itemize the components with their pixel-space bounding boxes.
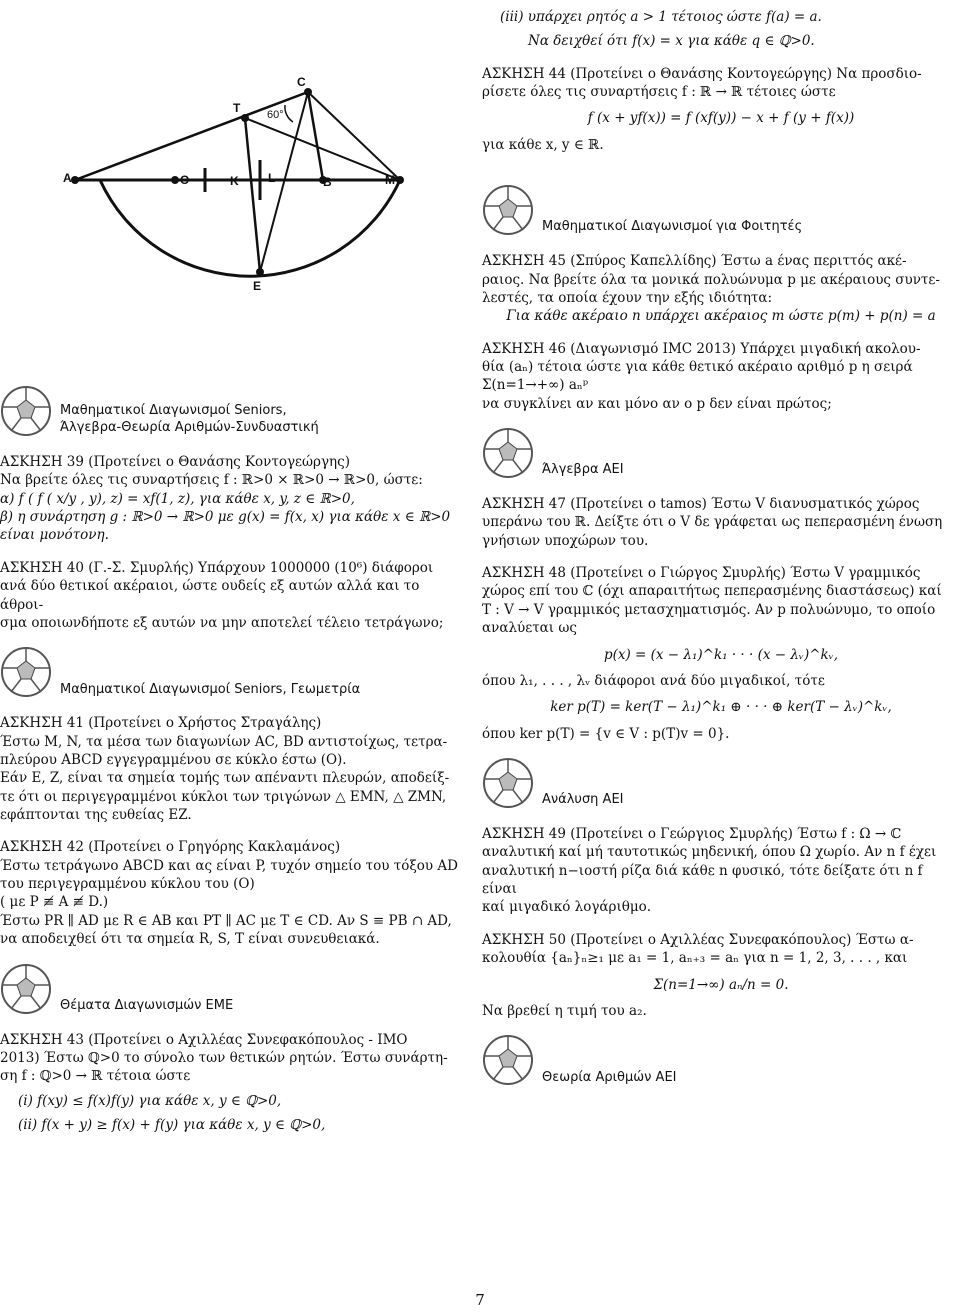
text-line: καί μιγαδικό λογάριθμο.: [482, 899, 652, 916]
exercise-title: ΑΣΚΗΣΗ 48 (Προτείνει ο Γιώργος Σμυρλής) Έστω V γραμμικός: [482, 565, 921, 582]
list-item: (ii) f(x + y) ≥ f(x) + f(y) για κάθε x, y ∈ ℚ>0,: [18, 1116, 326, 1133]
text-line: να αποδειχθεί ότι τα σημεία R, S, T είναι συνευθειακά.: [0, 931, 380, 948]
text-line: αναλυτική καί μή ταυτοτικώς μηδενική, όπου Ω χωρίο. Αν n f έχει: [482, 844, 937, 861]
exercise-title: ΑΣΚΗΣΗ 45 (Σπύρος Καπελλίδης) Έστω a ένας περιττός ακέ-: [482, 253, 907, 270]
section-algebra-aei: [482, 427, 960, 479]
text-line: Να βρείτε όλες τις συναρτήσεις f : ℝ>0 × ℝ>0 → ℝ>0, ώστε:: [0, 472, 423, 489]
text-line: α) f ( f ( x/y , y), z) = xf(1, z), για κάθε x, y, z ∈ ℝ>0,: [0, 490, 355, 507]
section-title: Θεωρία Αριθμών ΑΕΙ: [542, 1069, 677, 1085]
list-item: (i) f(xy) ≤ f(x)f(y) για κάθε x, y ∈ ℚ>0,: [18, 1092, 282, 1109]
exercise-41: [0, 714, 466, 824]
text-line: ανά δύο θετικοί ακέραιοι, ώστε ουδείς εξ αυτών αλλά και το άθροι-: [0, 578, 420, 613]
section-students: [482, 184, 960, 236]
label-T: T: [233, 101, 241, 115]
exercise-42: [0, 838, 466, 948]
exercise-title: ΑΣΚΗΣΗ 47 (Προτείνει ο tamos) Έστω V διανυσματικός χώρος: [482, 496, 920, 513]
label-L: L: [268, 171, 276, 185]
text-line: υπεράνω του ℝ. Δείξτε ότι ο V δε γράφεται ως πεπερασμένη ένωση: [482, 514, 943, 531]
label-A: A: [63, 171, 72, 185]
exercise-title: ΑΣΚΗΣΗ 39 (Προτείνει ο Θανάσης Κοντογεώργης): [0, 454, 350, 470]
list-item: (iii) υπάρχει ρητός a > 1 τέτοιος ώστε f(a) = a.: [500, 9, 822, 25]
exercise-46: [482, 340, 960, 413]
exercise-43: [0, 1031, 466, 1135]
soccer-ball-icon: [482, 757, 534, 809]
exercise-title: ΑΣΚΗΣΗ 40 (Γ.-Σ. Σμυρλής) Υπάρχουν 1000000 (10⁶) διάφοροι: [0, 559, 434, 576]
text-line: ρίσετε όλες τις συναρτήσεις f : ℝ → ℝ τέτοιες ώστε: [482, 84, 836, 101]
right-column: [482, 8, 960, 1102]
exercise-47: [482, 495, 960, 550]
text-line: ραιος. Να βρείτε όλα τα μονικά πολυώνυμα p με ακέραιους συντε-: [482, 271, 940, 288]
section-title: Μαθηματικοί Διαγωνισμοί για Φοιτητές: [542, 219, 803, 235]
section-title: Άλγεβρα ΑΕΙ: [542, 462, 624, 478]
exercise-title: ΑΣΚΗΣΗ 50 (Προτείνει ο Αχιλλέας Συνεφακόπουλος) Έστω α-: [482, 931, 914, 948]
section-seniors-geometry: [0, 646, 466, 698]
soccer-ball-icon: [0, 646, 52, 698]
equation: f (x + yf(x)) = f (xf(y)) − x + f (y + f(x)): [587, 110, 855, 127]
text-line: ( με P ≢ A ≢ D.): [0, 894, 109, 911]
section-analysis-aei: [482, 757, 960, 809]
text-line: T : V → V γραμμικός μετασχηματισμός. Αν p πολυώνυμο, το οποίο: [482, 601, 936, 618]
text-line: αναλυτική n−ιοστή ρίζα διά κάθε n φυσικό, τότε δείξατε ότι n f είναι: [482, 862, 923, 898]
text-line: 2013) Έστω ℚ>0 το σύνολο των θετικών ρητών. Έστω συνάρτη-: [0, 1049, 448, 1066]
text-line: Εάν E, Z, είναι τα σημεία τομής των απέναντι πλευρών, αποδείξ-: [0, 770, 450, 787]
exercise-45: [482, 252, 960, 325]
exercise-title: ΑΣΚΗΣΗ 42 (Προτείνει ο Γρηγόρης Κακλαμάνος): [0, 839, 341, 856]
text-line: όπου λ₁, . . . , λᵥ διάφοροι ανά δύο μιγαδικοί, τότε: [482, 672, 825, 689]
text-line: χώρος επί του ℂ (όχι απαραιτήτως πεπερασμένης διαστάσεως) καί: [482, 583, 942, 600]
exercise-44: [482, 65, 960, 154]
text-line: κολουθία {aₙ}ₙ≥₁ με a₁ = 1, aₙ₊₃ = aₙ για n = 1, 2, 3, . . . , και: [482, 950, 908, 967]
exercise-43-continued: [482, 8, 960, 51]
text-line: Να δειχθεί ότι f(x) = x για κάθε q ∈ ℚ>0.: [528, 33, 815, 50]
text-line: πλεύρου ABCD εγγεγραμμένου σε κύκλο έστω (O).: [0, 751, 347, 768]
text-line: θία (aₙ) τέτοια ώστε για κάθε θετικό ακέραιο αριθμό p η σειρά Σ(n=1→+∞) aₙᵖ: [482, 358, 913, 394]
geometry-figure: [55, 60, 430, 292]
text-line: Έστω PR ∥ AD με R ∈ AB και PT ∥ AC με T ∈ CD. Αν S ≡ PB ∩ AD,: [0, 912, 452, 929]
soccer-ball-icon: [482, 1034, 534, 1086]
text-line: Έστω τετράγωνο ABCD και ας είναι P, τυχόν σημείο του τόξου AD: [0, 857, 459, 874]
text-line: για κάθε x, y ∈ ℝ.: [482, 136, 604, 153]
exercise-title: ΑΣΚΗΣΗ 44 (Προτείνει ο Θανάσης Κοντογεώργης) Να προσδιο-: [482, 65, 922, 82]
text-line: σμα οποιωνδήποτε εξ αυτών να μην αποτελεί τέλειο τετράγωνο;: [0, 614, 444, 631]
exercise-39: [0, 453, 466, 545]
text-line: Να βρεθεί η τιμή του a₂.: [482, 1002, 647, 1019]
soccer-ball-icon: [0, 385, 52, 437]
equation: Σ(n=1→∞) aₙ/n = 0.: [653, 976, 789, 993]
text-line: γνήσιων υποχώρων του.: [482, 532, 649, 549]
exercise-48: [482, 564, 960, 743]
text-line: Έστω M, N, τα μέσα των διαγωνίων AC, BD αντιστοίχως, τετρα-: [0, 733, 448, 750]
soccer-ball-icon: [482, 184, 534, 236]
label-M: M: [385, 173, 395, 187]
section-number-theory-aei: [482, 1034, 960, 1086]
exercise-title: ΑΣΚΗΣΗ 43 (Προτείνει ο Αχιλλέας Συνεφακόπουλος - IMO: [0, 1031, 408, 1048]
text-line: ση f : ℚ>0 → ℝ τέτοια ώστε: [0, 1068, 191, 1085]
exercise-title: ΑΣΚΗΣΗ 41 (Προτείνει ο Χρήστος Στραγάλης): [0, 715, 322, 732]
equation: p(x) = (x − λ₁)^k₁ · · · (x − λᵥ)^kᵥ,: [603, 646, 839, 663]
label-B: B: [323, 175, 332, 189]
section-title: Μαθηματικοί Διαγωνισμοί Seniors,: [60, 402, 287, 418]
equation: ker p(T) = ker(T − λ₁)^k₁ ⊕ · · · ⊕ ker(T − λᵥ)^kᵥ,: [550, 699, 892, 716]
exercise-49: [482, 825, 960, 917]
text-line: β) η συνάρτηση g : ℝ>0 → ℝ>0 με g(x) = f(x, x) για κάθε x ∈ ℝ>0: [0, 509, 451, 526]
text-line: αναλύεται ως: [482, 620, 577, 637]
section-title: Ανάλυση ΑΕΙ: [542, 792, 624, 808]
label-E: E: [253, 279, 262, 292]
label-C: C: [297, 75, 306, 89]
text-line: λεστές, τα οποία έχουν την εξής ιδιότητα:: [482, 289, 773, 306]
section-title: Θέματα Διαγωνισμών ΕΜΕ: [60, 997, 234, 1013]
exercise-title: ΑΣΚΗΣΗ 46 (Διαγωνισμό IMC 2013) Υπάρχει μιγαδική ακολου-: [482, 340, 921, 357]
text-line: Για κάθε ακέραιο n υπάρχει ακέραιος m ώστε p(m) + p(n) = a: [506, 308, 936, 325]
section-title: Μαθηματικοί Διαγωνισμοί Seniors, Γεωμετρία: [60, 681, 361, 697]
exercise-40: [0, 559, 466, 632]
text-line: όπου ker p(T) = {v ∈ V : p(T)v = 0}.: [482, 725, 730, 742]
angle-label: 60°: [267, 109, 284, 121]
soccer-ball-icon: [0, 963, 52, 1015]
text-line: του περιγεγραμμένου κύκλου του (O): [0, 876, 255, 893]
exercise-title: ΑΣΚΗΣΗ 49 (Προτείνει ο Γεώργιος Σμυρλής) Έστω f : Ω → ℂ: [482, 825, 902, 842]
section-subtitle: Άλγεβρα-Θεωρία Αριθμών-Συνδυαστική: [60, 420, 319, 436]
text-line: τε ότι οι περιγεγραμμένοι κύκλοι των τριγώνων △ EMN, △ ZMN,: [0, 788, 447, 805]
left-column: [0, 385, 466, 1148]
label-K: K: [230, 174, 239, 188]
text-line: να συγκλίνει αν και μόνο αν ο p δεν είναι πρώτος;: [482, 395, 832, 412]
exercise-50: [482, 931, 960, 1020]
section-seniors-algebra: [0, 385, 466, 437]
text-line: είναι μονότονη.: [0, 527, 109, 544]
soccer-ball-icon: [482, 427, 534, 479]
page-number: 7: [475, 1291, 485, 1309]
text-line: εφάπτονται της ευθείας EZ.: [0, 807, 192, 824]
label-O: O: [180, 173, 190, 187]
section-eme: [0, 963, 466, 1015]
